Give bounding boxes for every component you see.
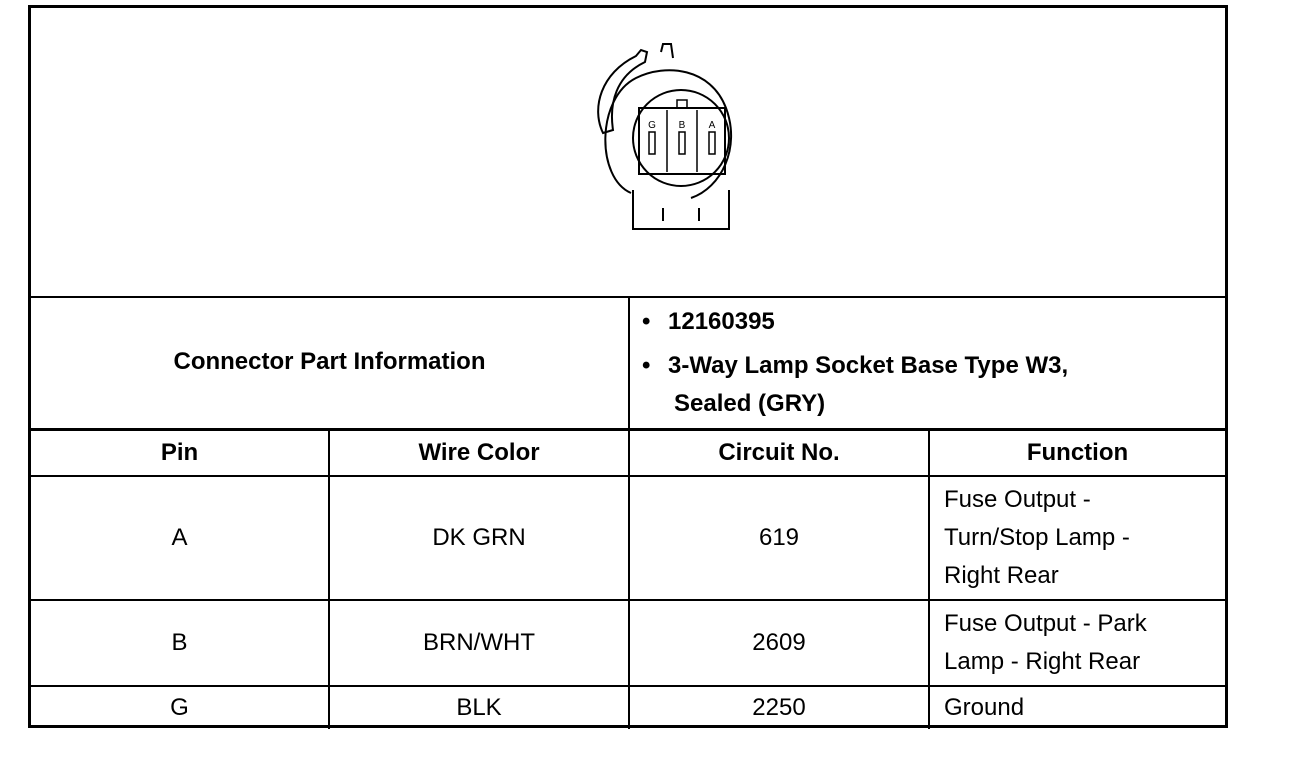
circuit-cell: 2250 [629, 686, 929, 729]
wire-color-cell: BLK [329, 686, 629, 729]
function-line: Fuse Output - [944, 486, 1091, 513]
function-cell [929, 476, 1225, 600]
wire-color-cell: DK GRN [329, 476, 629, 600]
pin-table [31, 431, 1225, 729]
part-description-item [642, 346, 1068, 386]
part-description-line2: Sealed (GRY) [674, 390, 826, 417]
wire-color-cell: BRN/WHT [329, 600, 629, 686]
circuit-cell: 2609 [629, 600, 929, 686]
circuit-cell: 619 [629, 476, 929, 600]
bullet-icon: • [642, 308, 651, 335]
pin-letter-a: A [708, 120, 716, 131]
pin-table-header [31, 431, 1225, 476]
pin-cell: B [31, 600, 329, 686]
table-row [31, 600, 1225, 686]
header-wire-color: Wire Color [329, 431, 629, 476]
connector-part-info-row [31, 296, 1225, 431]
part-description-line1: 3-Way Lamp Socket Base Type W3, [668, 352, 1069, 379]
part-number: 12160395 [668, 308, 775, 335]
part-number-item [642, 302, 775, 342]
header-pin: Pin [31, 431, 329, 476]
pin-cell: G [31, 686, 329, 729]
bullet-icon: • [642, 352, 651, 379]
pin-cell: A [31, 476, 329, 600]
connector-diagram-area [31, 8, 1225, 298]
connector-part-info-list [630, 296, 1225, 428]
function-cell [929, 600, 1225, 686]
header-circuit-no: Circuit No. [629, 431, 929, 476]
lamp-socket-connector-icon [561, 38, 761, 238]
connector-sheet [28, 5, 1228, 728]
table-row [31, 476, 1225, 600]
function-line: Fuse Output - Park [944, 610, 1147, 637]
function-line: Turn/Stop Lamp - [944, 524, 1130, 551]
function-line: Right Rear [944, 562, 1059, 589]
pin-letter-g: G [648, 120, 656, 131]
header-function: Function [929, 431, 1225, 476]
table-row [31, 686, 1225, 729]
function-line: Ground [944, 694, 1025, 721]
pin-letter-b: B [678, 120, 686, 131]
function-cell [929, 686, 1225, 729]
connector-part-info-label: Connector Part Information [31, 296, 630, 428]
function-line: Lamp - Right Rear [944, 648, 1141, 675]
